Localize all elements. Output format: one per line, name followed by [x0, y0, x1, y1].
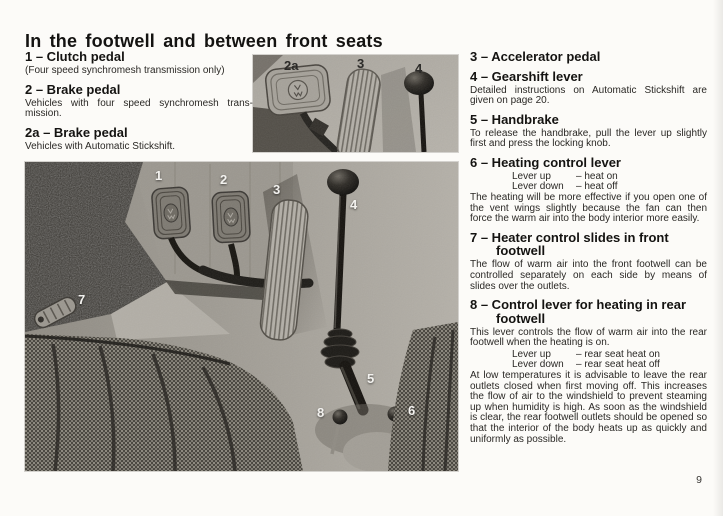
section-heading: 2 – Brake pedal [25, 81, 121, 97]
section-heading: 3 – Accelerator pedal [470, 49, 601, 64]
photo-label-6: 6 [408, 403, 416, 418]
section-heater-control-slides [470, 231, 707, 292]
section-heating-control-lever [470, 156, 707, 225]
photo-label-3: 3 [273, 182, 281, 197]
lever-value: – rear seat heat on [576, 348, 660, 360]
section-body: Vehicles with four speed synchromesh trans-mission. [25, 97, 253, 120]
section-body: Vehicles with Automatic Stickshift. [25, 140, 176, 152]
left-column [25, 50, 253, 153]
section-gearshift-lever [470, 70, 707, 107]
lever-value: – rear seat heat off [576, 359, 660, 371]
photo-label-5: 5 [367, 371, 375, 386]
section-brake-pedal-stickshift [25, 126, 253, 153]
photo-label-2a: 2a [284, 58, 299, 73]
section-body: The heating will be more effective if you open one of the vent wings slightly because the fan can then force the warm air into the body interior more easily. [470, 192, 707, 225]
section-heading: 2a – Brake pedal [25, 124, 128, 140]
photo-label-4: 4 [415, 61, 423, 76]
photo-label-8: 8 [317, 405, 325, 420]
page-number: 9 [696, 474, 702, 486]
footwell-photo-image [25, 162, 458, 471]
photo-label-7: 7 [78, 292, 86, 307]
section-body: The flow of warm air into the front footwell can be controlled separately on each side by means of slides over the outlets. [470, 259, 707, 292]
lever-label: Lever up [512, 170, 551, 182]
lever-value: – heat on [576, 170, 618, 182]
section-rear-footwell-heating [470, 298, 707, 445]
lever-label: Lever up [512, 348, 551, 360]
lever-label: Lever down [512, 181, 564, 193]
photo-label-4: 4 [350, 197, 358, 212]
page-title: In the footwell and between front seats [25, 31, 383, 52]
section-heading: 7 – Heater control slides in front footwell [470, 229, 669, 259]
page-edge-shadow [713, 0, 723, 516]
section-heading: 5 – Handbrake [470, 111, 559, 127]
photo-label-2: 2 [220, 172, 228, 187]
lever-label: Lever down [512, 359, 564, 371]
footwell-photo [25, 162, 458, 471]
section-accelerator-pedal [470, 50, 707, 64]
section-body: (Four speed synchromesh transmission only) [25, 65, 225, 76]
section-handbrake [470, 113, 707, 150]
section-heading: 1 – Clutch pedal [25, 49, 125, 64]
pedals-photo [253, 55, 458, 152]
section-body: This lever controls the flow of warm air into the rear footwell when the heating is on. [470, 326, 707, 349]
section-heading: 4 – Gearshift lever [470, 68, 583, 84]
section-body: Detailed instructions on Automatic Stickshift are given on page 20. [470, 84, 707, 107]
section-body: To release the handbrake, pull the lever up slightly first and press the locking knob. [470, 127, 707, 150]
section-body: At low temperatures it is advisable to leave the rear outlets closed when first moving off. This increases the flow of air to the windshield to prevent steaming up when humidity is high. As soon as the windshield is clear, the rear footwell outlets should be opened so that the interior of the body heats up as quickly and uniformly as possible. [470, 370, 707, 445]
section-brake-pedal [25, 83, 253, 120]
section-clutch-pedal [25, 50, 253, 77]
photo-label-1: 1 [155, 168, 163, 183]
photo-label-3: 3 [357, 56, 365, 71]
right-column [470, 50, 707, 446]
section-heading: 6 – Heating control lever [470, 154, 621, 170]
lever-value: – heat off [576, 181, 618, 193]
section-heading: 8 – Control lever for heating in rear footwell [470, 297, 686, 326]
